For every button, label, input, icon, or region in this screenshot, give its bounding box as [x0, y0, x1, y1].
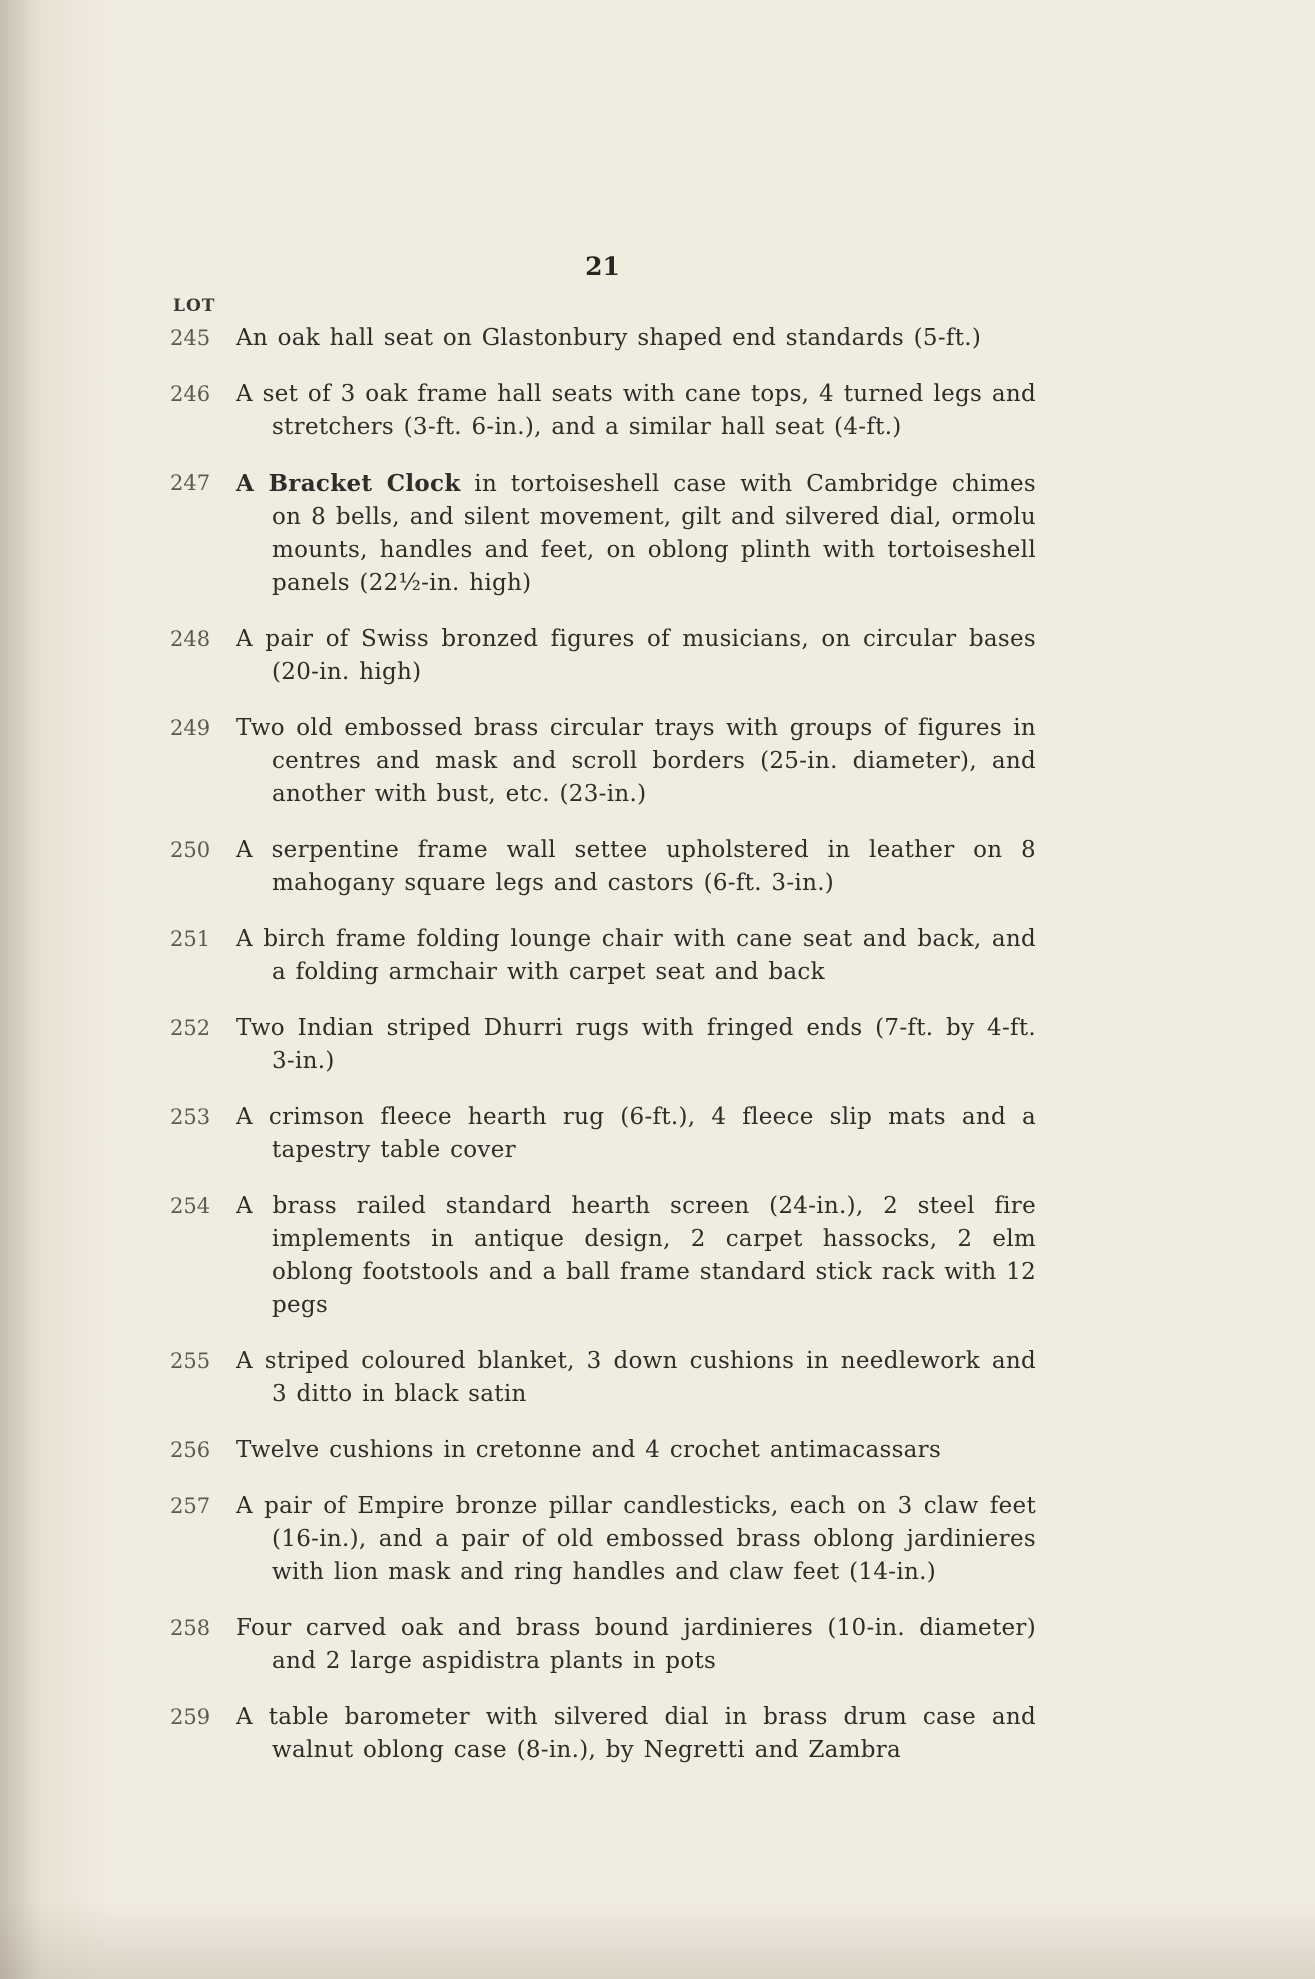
- lot-entry: [170, 1434, 1036, 1467]
- lot-number: 245: [170, 326, 211, 350]
- lot-number: 254: [170, 1194, 211, 1218]
- lot-entry: [170, 1012, 1036, 1078]
- lot-entry: [170, 467, 1036, 600]
- lot-number: 246: [170, 382, 211, 406]
- lot-title-bold: A Bracket Clock: [236, 470, 461, 497]
- lot-column-header: LOT: [173, 296, 216, 316]
- lot-number: 258: [170, 1616, 211, 1640]
- lot-entry: [170, 1101, 1036, 1167]
- lot-number: 249: [170, 716, 211, 740]
- lot-number: 248: [170, 627, 211, 651]
- lot-list: [0, 322, 1315, 1790]
- lot-entry: [170, 712, 1036, 811]
- lot-entry: [170, 923, 1036, 989]
- lot-number: 255: [170, 1349, 211, 1373]
- lot-entry: [170, 1345, 1036, 1411]
- lot-description: A table barometer with silvered dial in brass drum case and walnut oblong case (8-in.), by Negretti and Zambra: [236, 1704, 1036, 1763]
- lot-description: Twelve cushions in cretonne and 4 crochet antimacassars: [236, 1437, 942, 1463]
- lot-entry: [170, 623, 1036, 689]
- lot-entry: [170, 1701, 1036, 1767]
- lot-number: 247: [170, 471, 211, 495]
- lot-number: 257: [170, 1494, 211, 1518]
- lot-entry: [170, 378, 1036, 444]
- lot-description: Two Indian striped Dhurri rugs with fringed ends (7-ft. by 4-ft. 3-in.): [236, 1015, 1036, 1074]
- lot-entry: [170, 322, 1036, 355]
- lot-description: A serpentine frame wall settee upholstered in leather on 8 mahogany square legs and castors (6-ft. 3-in.): [236, 837, 1036, 896]
- page-number: 21: [585, 252, 620, 281]
- lot-description: A brass railed standard hearth screen (24-in.), 2 steel fire implements in antique design, 2 carpet hassocks, 2 elm oblong footstools and a ball frame standard stick rack with 12 pegs: [236, 1193, 1036, 1318]
- lot-number: 250: [170, 838, 211, 862]
- lot-description: A birch frame folding lounge chair with cane seat and back, and a folding armchair with carpet seat and back: [236, 926, 1036, 985]
- lot-description: A crimson fleece hearth rug (6-ft.), 4 fleece slip mats and a tapestry table cover: [236, 1104, 1036, 1163]
- lot-entry: [170, 834, 1036, 900]
- lot-number: 251: [170, 927, 211, 951]
- lot-description: An oak hall seat on Glastonbury shaped end standards (5-ft.): [236, 325, 982, 351]
- lot-number: 259: [170, 1705, 211, 1729]
- lot-description: A pair of Swiss bronzed figures of musicians, on circular bases (20-in. high): [236, 626, 1036, 685]
- lot-entry: [170, 1190, 1036, 1322]
- lot-description: A striped coloured blanket, 3 down cushions in needlework and 3 ditto in black satin: [236, 1348, 1036, 1407]
- lot-description: Two old embossed brass circular trays with groups of figures in centres and mask and scroll borders (25-in. diameter), and another with bust, etc. (23-in.): [236, 715, 1036, 807]
- lot-entry: [170, 1490, 1036, 1589]
- lot-number: 256: [170, 1438, 211, 1462]
- lot-description: A pair of Empire bronze pillar candlesticks, each on 3 claw feet (16-in.), and a pair of old embossed brass oblong jardinieres with lion mask and ring handles and claw feet (14-in.): [236, 1493, 1036, 1585]
- lot-number: 252: [170, 1016, 211, 1040]
- lot-description: A set of 3 oak frame hall seats with cane tops, 4 turned legs and stretchers (3-ft. 6-in.), and a similar hall seat (4-ft.): [236, 381, 1036, 440]
- lot-number: 253: [170, 1105, 211, 1129]
- lot-description: [236, 467, 1036, 600]
- lot-description-text: in tortoiseshell case with Cambridge chimes on 8 bells, and silent movement, gilt and silvered dial, ormolu mounts, handles and feet, on oblong plinth with tortoiseshell panels (22½-in. high): [272, 471, 1036, 596]
- lot-description: Four carved oak and brass bound jardinieres (10-in. diameter) and 2 large aspidistra plants in pots: [236, 1615, 1036, 1674]
- lot-entry: [170, 1612, 1036, 1678]
